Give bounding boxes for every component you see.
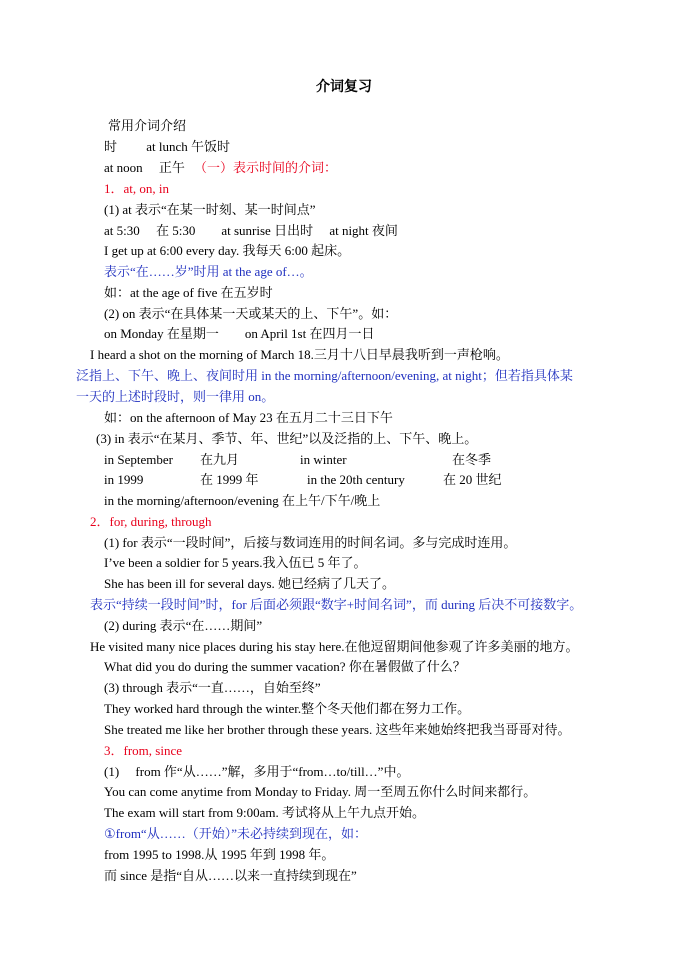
note-line: 一天的上述时段时，则一律用 on。 xyxy=(76,389,275,404)
text-line: at 5:30 在 5:30 at sunrise 日出时 at night 夜间 xyxy=(104,223,398,238)
text-line: at noon 正午 xyxy=(104,160,185,175)
text-line: He visited many nice places during his stay here.在他逗留期间他参观了许多美丽的地方。 xyxy=(90,639,579,654)
text-line: 如：at the age of five 在五岁时 xyxy=(104,285,273,300)
subsection-heading: 2．for, during, through xyxy=(90,514,212,529)
note-line: 泛指上、下午、晚上、夜间时用 in the morning/afternoon/evening, at night；但若指具体某 xyxy=(76,368,573,383)
text-cell: in winter xyxy=(300,452,347,467)
text-line: on Monday 在星期一 on April 1st 在四月一日 xyxy=(104,326,375,341)
text-line: 而 since 是指“自从……以来一直持续到现在” xyxy=(104,868,357,883)
text-cell: 在冬季 xyxy=(452,452,492,467)
section-heading: （一）表示时间的介词： xyxy=(194,160,338,175)
note-line: ①from“从……（开始）”未必持续到现在，如： xyxy=(104,826,367,841)
text-line: I get up at 6:00 every day. 我每天 6:00 起床。 xyxy=(104,243,351,258)
text-line: from 1995 to 1998.从 1995 年到 1998 年。 xyxy=(104,847,335,862)
subsection-heading: 1．at, on, in xyxy=(104,181,169,196)
text-line: (1) for 表示“一段时间”，后接与数词连用的时间名词。多与完成时连用。 xyxy=(104,535,517,550)
text-line: (1) at 表示“在某一时刻、某一时间点” xyxy=(104,202,316,217)
note-line: 表示“持续一段时间”时，for 后面必须跟“数字+时间名词”，而 during 后决不可接数字。 xyxy=(90,597,583,612)
text-cell: in the 20th century xyxy=(307,472,405,487)
text-line: 如：on the afternoon of May 23 在五月二十三日下午 xyxy=(104,410,393,425)
text-line: I heard a shot on the morning of March 18.三月十八日早晨我听到一声枪响。 xyxy=(90,347,509,362)
text-line: The exam will start from 9:00am. 考试将从上午九点开始。 xyxy=(104,805,425,820)
text-line: in the morning/afternoon/evening 在上午/下午/晚上 xyxy=(104,493,381,508)
text-line: 时 at lunch 午饭时 xyxy=(104,139,231,154)
text-line: She treated me like her brother through these years. 这些年来她始终把我当哥哥对待。 xyxy=(104,722,571,737)
text-line: 常用介词介绍 xyxy=(108,118,187,133)
text-line: You can come anytime from Monday to Friday. 周一至周五你什么时间来都行。 xyxy=(104,784,537,799)
text-cell: in September xyxy=(104,452,173,467)
text-cell: in 1999 xyxy=(104,472,144,487)
text-cell: 在 1999 年 xyxy=(200,472,259,487)
text-cell: 在九月 xyxy=(200,452,240,467)
subsection-heading: 3．from, since xyxy=(104,743,182,758)
text-line: (3) in 表示“在某月、季节、年、世纪”以及泛指的上、下午、晚上。 xyxy=(96,431,478,446)
text-line: (2) during 表示“在……期间” xyxy=(104,618,263,633)
page-title: 介词复习 xyxy=(316,80,372,95)
text-line: What did you do during the summer vacation? 你在暑假做了什么？ xyxy=(104,659,466,674)
text-line: (1) from 作“从……”解，多用于“from…to/till…”中。 xyxy=(104,764,410,779)
text-cell: 在 20 世纪 xyxy=(443,472,502,487)
text-line: She has been ill for several days. 她已经病了几天了。 xyxy=(104,576,396,591)
text-line: (3) through 表示“一直……，自始至终” xyxy=(104,680,321,695)
note-line: 表示“在……岁”时用 at the age of…。 xyxy=(104,264,313,279)
text-line: (2) on 表示“在具体某一天或某天的上、下午”。如： xyxy=(104,306,398,321)
text-line: I’ve been a soldier for 5 years.我入伍已 5 年了。 xyxy=(104,555,367,570)
text-line: They worked hard through the winter.整个冬天他们都在努力工作。 xyxy=(104,701,471,716)
